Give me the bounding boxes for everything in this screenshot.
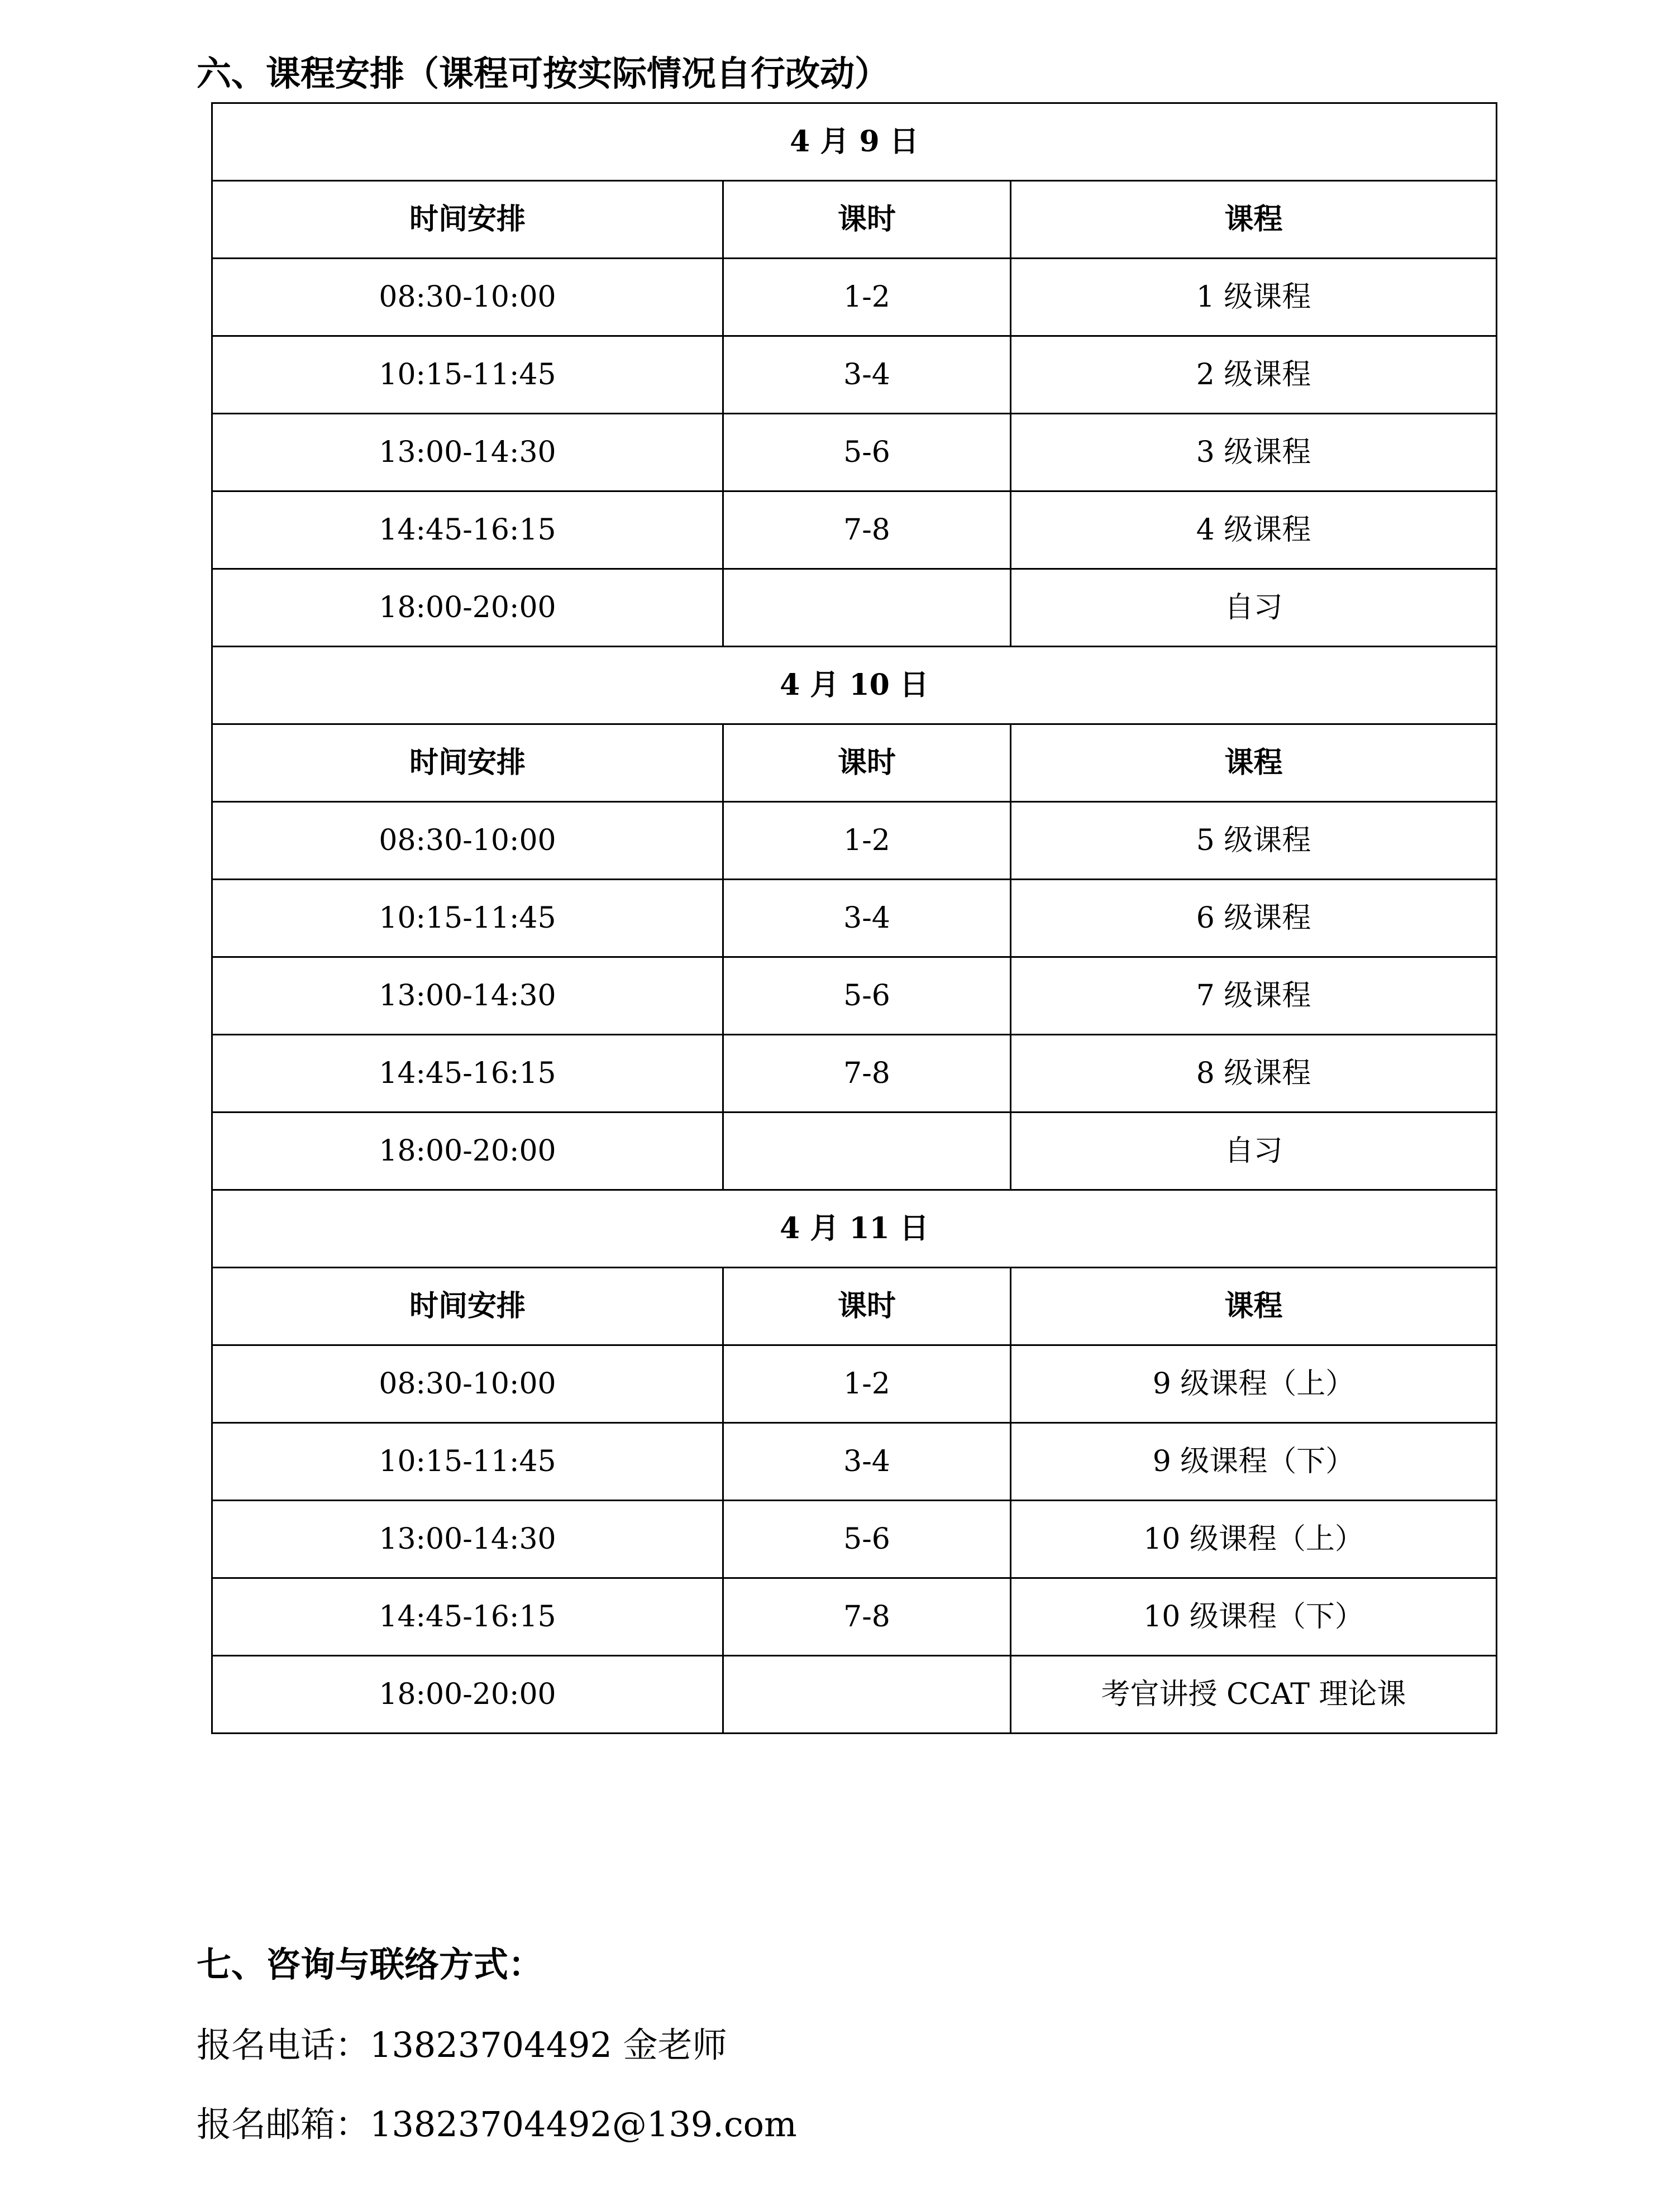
course-cell: 2 级课程 — [1011, 336, 1497, 414]
course-cell: 考官讲授 CCAT 理论课 — [1011, 1656, 1497, 1734]
registration-phone: 报名电话：13823704492 金老师 — [197, 2025, 727, 2065]
contact-section-heading: 七、咨询与联络方式： — [197, 1944, 543, 1985]
course-cell: 7 级课程 — [1011, 957, 1497, 1035]
table-row — [212, 957, 1497, 1035]
course-cell: 8 级课程 — [1011, 1035, 1497, 1113]
course-cell: 1 级课程 — [1011, 259, 1497, 336]
time-cell: 18:00-20:00 — [212, 1656, 723, 1734]
table-row — [212, 802, 1497, 880]
table-row — [212, 336, 1497, 414]
date-cell: 4 月 10 日 — [212, 647, 1497, 724]
date-cell: 4 月 11 日 — [212, 1190, 1497, 1268]
period-cell: 3-4 — [723, 880, 1011, 957]
column-header-row — [212, 1268, 1497, 1345]
period-cell — [723, 1656, 1011, 1734]
schedule-table — [211, 102, 1497, 1734]
course-cell: 10 级课程（上） — [1011, 1501, 1497, 1578]
column-header-row — [212, 181, 1497, 259]
header-time: 时间安排 — [212, 724, 723, 802]
time-cell: 08:30-10:00 — [212, 1345, 723, 1423]
period-cell: 1-2 — [723, 259, 1011, 336]
header-time: 时间安排 — [212, 181, 723, 259]
header-period: 课时 — [723, 724, 1011, 802]
period-cell: 5-6 — [723, 1501, 1011, 1578]
date-cell: 4 月 9 日 — [212, 103, 1497, 181]
header-course: 课程 — [1011, 181, 1497, 259]
date-row — [212, 103, 1497, 181]
period-cell: 3-4 — [723, 336, 1011, 414]
table-row — [212, 1578, 1497, 1656]
period-cell — [723, 1113, 1011, 1190]
period-cell: 3-4 — [723, 1423, 1011, 1501]
time-cell: 08:30-10:00 — [212, 259, 723, 336]
period-cell: 7-8 — [723, 1035, 1011, 1113]
course-cell: 自习 — [1011, 569, 1497, 647]
table-row — [212, 1656, 1497, 1734]
table-row — [212, 1113, 1497, 1190]
column-header-row — [212, 724, 1497, 802]
period-cell: 1-2 — [723, 1345, 1011, 1423]
period-cell: 7-8 — [723, 1578, 1011, 1656]
date-row — [212, 647, 1497, 724]
table-row — [212, 259, 1497, 336]
course-cell: 9 级课程（上） — [1011, 1345, 1497, 1423]
course-cell: 自习 — [1011, 1113, 1497, 1190]
table-row — [212, 880, 1497, 957]
time-cell: 10:15-11:45 — [212, 880, 723, 957]
period-cell: 5-6 — [723, 414, 1011, 491]
course-cell: 10 级课程（下） — [1011, 1578, 1497, 1656]
header-time: 时间安排 — [212, 1268, 723, 1345]
time-cell: 13:00-14:30 — [212, 414, 723, 491]
header-period: 课时 — [723, 181, 1011, 259]
course-cell: 3 级课程 — [1011, 414, 1497, 491]
period-cell: 1-2 — [723, 802, 1011, 880]
time-cell: 13:00-14:30 — [212, 1501, 723, 1578]
table-row — [212, 491, 1497, 569]
time-cell: 14:45-16:15 — [212, 1035, 723, 1113]
period-cell — [723, 569, 1011, 647]
course-cell: 4 级课程 — [1011, 491, 1497, 569]
table-row — [212, 414, 1497, 491]
period-cell: 7-8 — [723, 491, 1011, 569]
time-cell: 18:00-20:00 — [212, 569, 723, 647]
time-cell: 18:00-20:00 — [212, 1113, 723, 1190]
time-cell: 14:45-16:15 — [212, 491, 723, 569]
table-row — [212, 1423, 1497, 1501]
time-cell: 10:15-11:45 — [212, 1423, 723, 1501]
schedule-section-heading: 六、课程安排（课程可按实际情况自行改动） — [197, 53, 890, 94]
table-row — [212, 1501, 1497, 1578]
time-cell: 13:00-14:30 — [212, 957, 723, 1035]
header-course: 课程 — [1011, 1268, 1497, 1345]
table-row — [212, 569, 1497, 647]
time-cell: 10:15-11:45 — [212, 336, 723, 414]
registration-email: 报名邮箱：13823704492@139.com — [197, 2104, 797, 2145]
table-row — [212, 1345, 1497, 1423]
table-row — [212, 1035, 1497, 1113]
course-cell: 6 级课程 — [1011, 880, 1497, 957]
header-period: 课时 — [723, 1268, 1011, 1345]
time-cell: 08:30-10:00 — [212, 802, 723, 880]
header-course: 课程 — [1011, 724, 1497, 802]
time-cell: 14:45-16:15 — [212, 1578, 723, 1656]
course-cell: 9 级课程（下） — [1011, 1423, 1497, 1501]
course-cell: 5 级课程 — [1011, 802, 1497, 880]
date-row — [212, 1190, 1497, 1268]
period-cell: 5-6 — [723, 957, 1011, 1035]
